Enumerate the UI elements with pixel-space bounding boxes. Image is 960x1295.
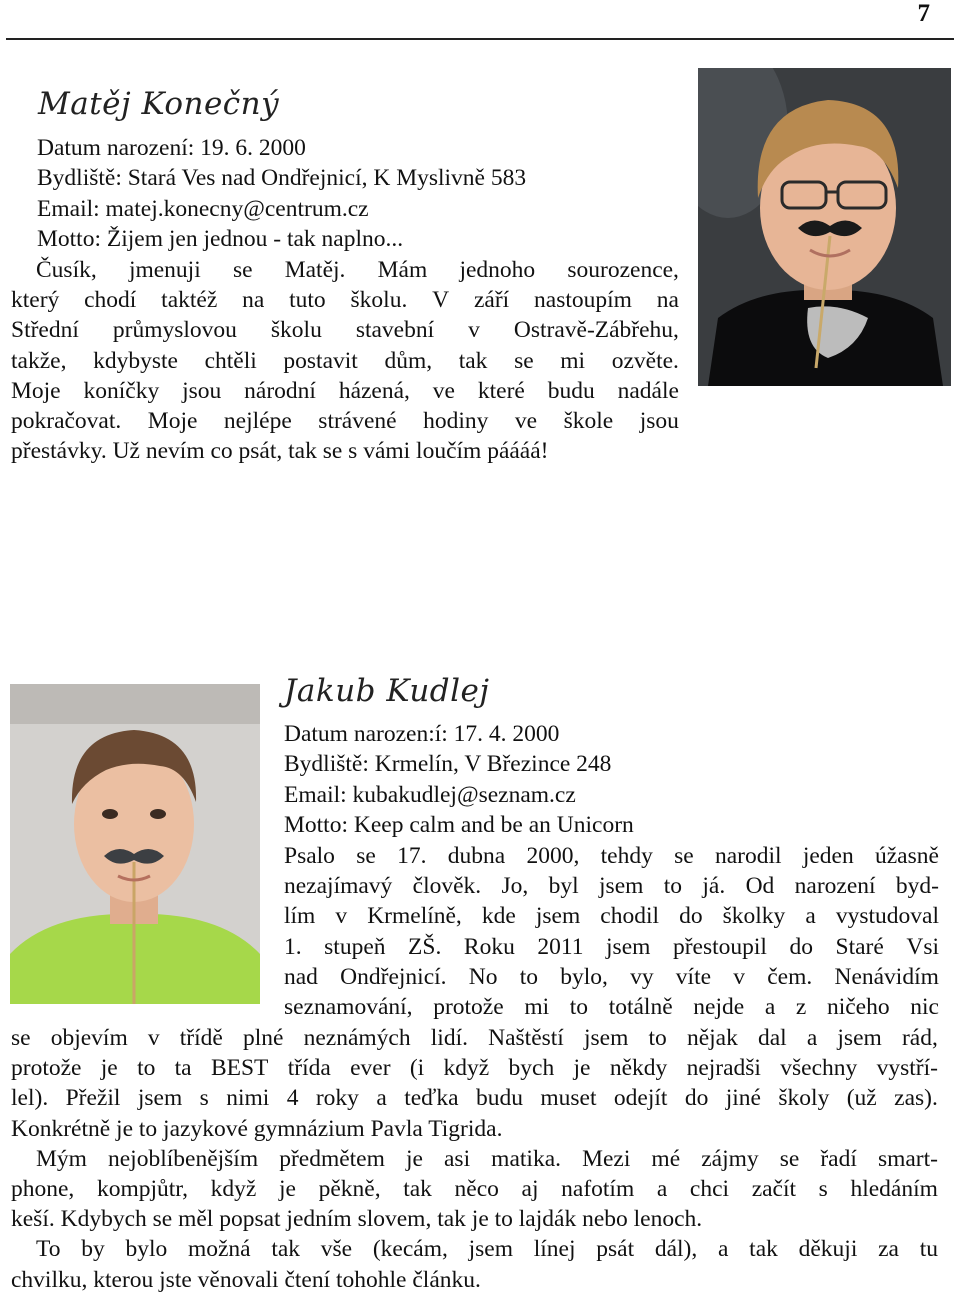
profile2-address: Bydliště: Krmelín, V Březince 248 <box>284 751 612 778</box>
profile2-bio-full <box>11 1023 938 1295</box>
bio-line: chvilku, kterou jste věnovali čtení tohohle článku. <box>11 1266 481 1293</box>
profile1-motto: Motto: Žijem jen jednou - tak naplno... <box>37 225 404 252</box>
bio-line: který chodí taktéž na tuto školu. V září nastoupím na <box>11 287 679 314</box>
bio-line: pokračovat. Moje nejlépe strávené hodiny ve škole jsou <box>11 408 679 435</box>
bio-line: keší. Kdybych se měl popsat jedním slovem, tak je to lajdák nebo lenoch. <box>11 1206 703 1233</box>
profile2-email: Email: kubakudlej@seznam.cz <box>284 781 576 808</box>
profile2-fields <box>284 719 634 840</box>
bio-line: 1. stupeň ZŠ. Roku 2011 jsem přestoupil do Staré Vsi <box>284 933 939 960</box>
profile1-fields <box>37 133 526 254</box>
header-rule <box>6 38 954 40</box>
bio-line: Moje koníčky jsou národní házená, ve které budu nadále <box>11 377 679 404</box>
profile1-address: Bydliště: Stará Ves nad Ondřejnicí, K Myslivně 583 <box>37 165 527 192</box>
profile2-motto: Motto: Keep calm and be an Unicorn <box>284 811 634 838</box>
profile2-birthdate: Datum narozen:í: 17. 4. 2000 <box>284 721 560 747</box>
portrait-image <box>10 684 260 1004</box>
bio-line: phone, kompjůtr, když je pěkně, tak něco aj nafotím a chci začít s hledáním <box>11 1176 938 1203</box>
profile1-bio <box>11 255 679 466</box>
bio-line: Střední průmyslovou školu stavební v Ostravě-Zábřehu, <box>11 317 679 344</box>
profile2-photo <box>10 684 260 1004</box>
portrait-image <box>698 68 951 386</box>
profile1-birthdate: Datum narození: 19. 6. 2000 <box>37 135 306 161</box>
bio-line: nezajímavý člověk. Jo, byl jsem to já. Od narození byd- <box>284 873 939 900</box>
page-number: 7 <box>917 0 930 27</box>
bio-line: Mým nejoblíbenějším předmětem je asi matika. Mezi mé zájmy se řadí smart- <box>36 1145 938 1172</box>
bio-line: To by bylo možná tak vše (kecám, jsem línej psát dál), a tak děkuji za tu <box>36 1236 938 1263</box>
bio-line: Psalo se 17. dubna 2000, tehdy se narodil jeden úžasně <box>284 843 939 869</box>
profile2-bio-wrapped <box>284 841 939 1022</box>
bio-line: lel). Přežil jsem s nimi 4 roky a teďka budu muset odejít do jiné školy (už zas). <box>11 1085 938 1112</box>
bio-line: protože je to ta BEST třída ever (i když bych je někdy nejradši všechny vystří- <box>11 1055 938 1082</box>
bio-line: Čusík, jmenuji se Matěj. Mám jednoho sourozence, <box>36 257 679 283</box>
profile1-name: Matěj Konečný <box>38 86 280 122</box>
profile1-email: Email: matej.konecny@centrum.cz <box>37 195 369 222</box>
bio-line: Konkrétně je to jazykové gymnázium Pavla Tigrida. <box>11 1115 503 1142</box>
profile1-photo <box>698 68 951 386</box>
bio-line: seznamování, protože mi to totálně nejde a z ničeho nic <box>284 994 939 1021</box>
bio-line: takže, kdybyste chtěli postavit dům, tak se mi ozvěte. <box>11 347 679 374</box>
bio-line: nad Ondřejnicí. No to bylo, vy víte v čem. Nenávidím <box>284 963 939 990</box>
bio-line: lím v Krmelíně, kde jsem chodil do školky a vystudoval <box>284 903 939 930</box>
bio-line: se objevím v třídě plné neznámých lidí. Naštěstí jsem to nějak dal a jsem rád, <box>11 1025 938 1051</box>
bio-line: přestávky. Už nevím co psát, tak se s vámi loučím páááá! <box>11 438 549 465</box>
profile2-name: Jakub Kudlej <box>284 673 490 709</box>
